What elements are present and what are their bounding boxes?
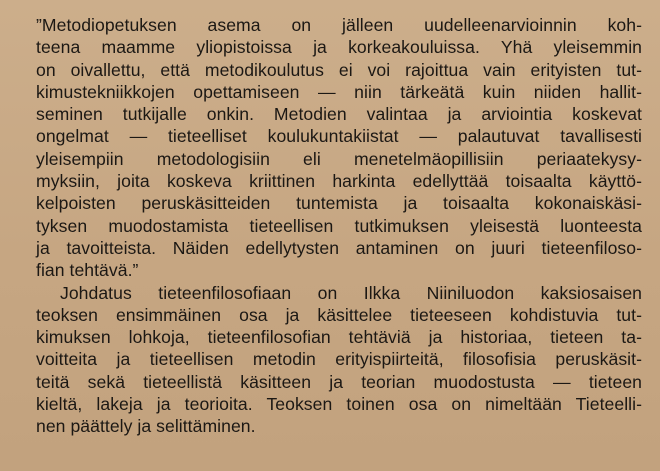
text-line: ongelmat — tieteelliset koulukuntakiistat — palautuvat tavallisesti <box>36 126 642 147</box>
text-line: kimuksen lohkoja, tieteenfilosofian tehtäviä ja historiaa, tieteen ta- <box>36 327 642 348</box>
text-line: seminen tutkijalle onkin. Metodien valintaa ja arviointia koskevat <box>36 104 642 125</box>
text-line: voitteita ja tieteellisen metodin erityispiirteitä, filosofisia peruskäsit- <box>36 349 642 370</box>
paragraph-description <box>36 282 642 438</box>
paragraph-quote <box>36 14 642 282</box>
text-line: nen päättely ja selittäminen. <box>36 416 256 437</box>
text-line: fian tehtävä.” <box>36 260 139 281</box>
text-line: teoksen ensimmäinen osa ja käsittelee tieteeseen kohdistuvia tut- <box>36 304 642 325</box>
text-line: ja tavoitteista. Näiden edellytysten antaminen on juuri tieteenfiloso- <box>36 237 642 258</box>
text-line: teena maamme yliopistoissa ja korkeakouluissa. Yhä yleisemmin <box>36 37 642 58</box>
text-line: teitä sekä tieteellistä käsitteen ja teorian muodostusta — tieteen <box>36 371 642 392</box>
body-text <box>36 14 642 438</box>
text-line: myksiin, joita koskeva kriittinen harkinta edellyttää toisaalta käyttö- <box>36 171 642 192</box>
text-line: kelpoisten peruskäsitteiden tuntemista ja toisaalta kokonaiskäsi- <box>36 193 642 214</box>
text-line: kieltä, lakeja ja teorioita. Teoksen toinen osa on nimeltään Tieteelli- <box>36 394 642 415</box>
text-line: tyksen muodostamista tieteellisen tutkimuksen yleisestä luonteesta <box>36 215 642 236</box>
text-line: ”Metodiopetuksen asema on jälleen uudelleenarvioinnin koh- <box>36 15 642 35</box>
text-line: Johdatus tieteenfilosofiaan on Ilkka Niiniluodon kaksiosaisen <box>60 282 642 303</box>
text-line: kimustekniikkojen opettamiseen — niin tärkeätä kuin niiden hallit- <box>36 81 642 102</box>
text-line: yleisempiin metodologisiin eli menetelmäopillisiin periaatekysy- <box>36 148 642 169</box>
text-line: on oivallettu, että metodikoulutus ei voi rajoittua vain erityisten tut- <box>36 59 642 80</box>
